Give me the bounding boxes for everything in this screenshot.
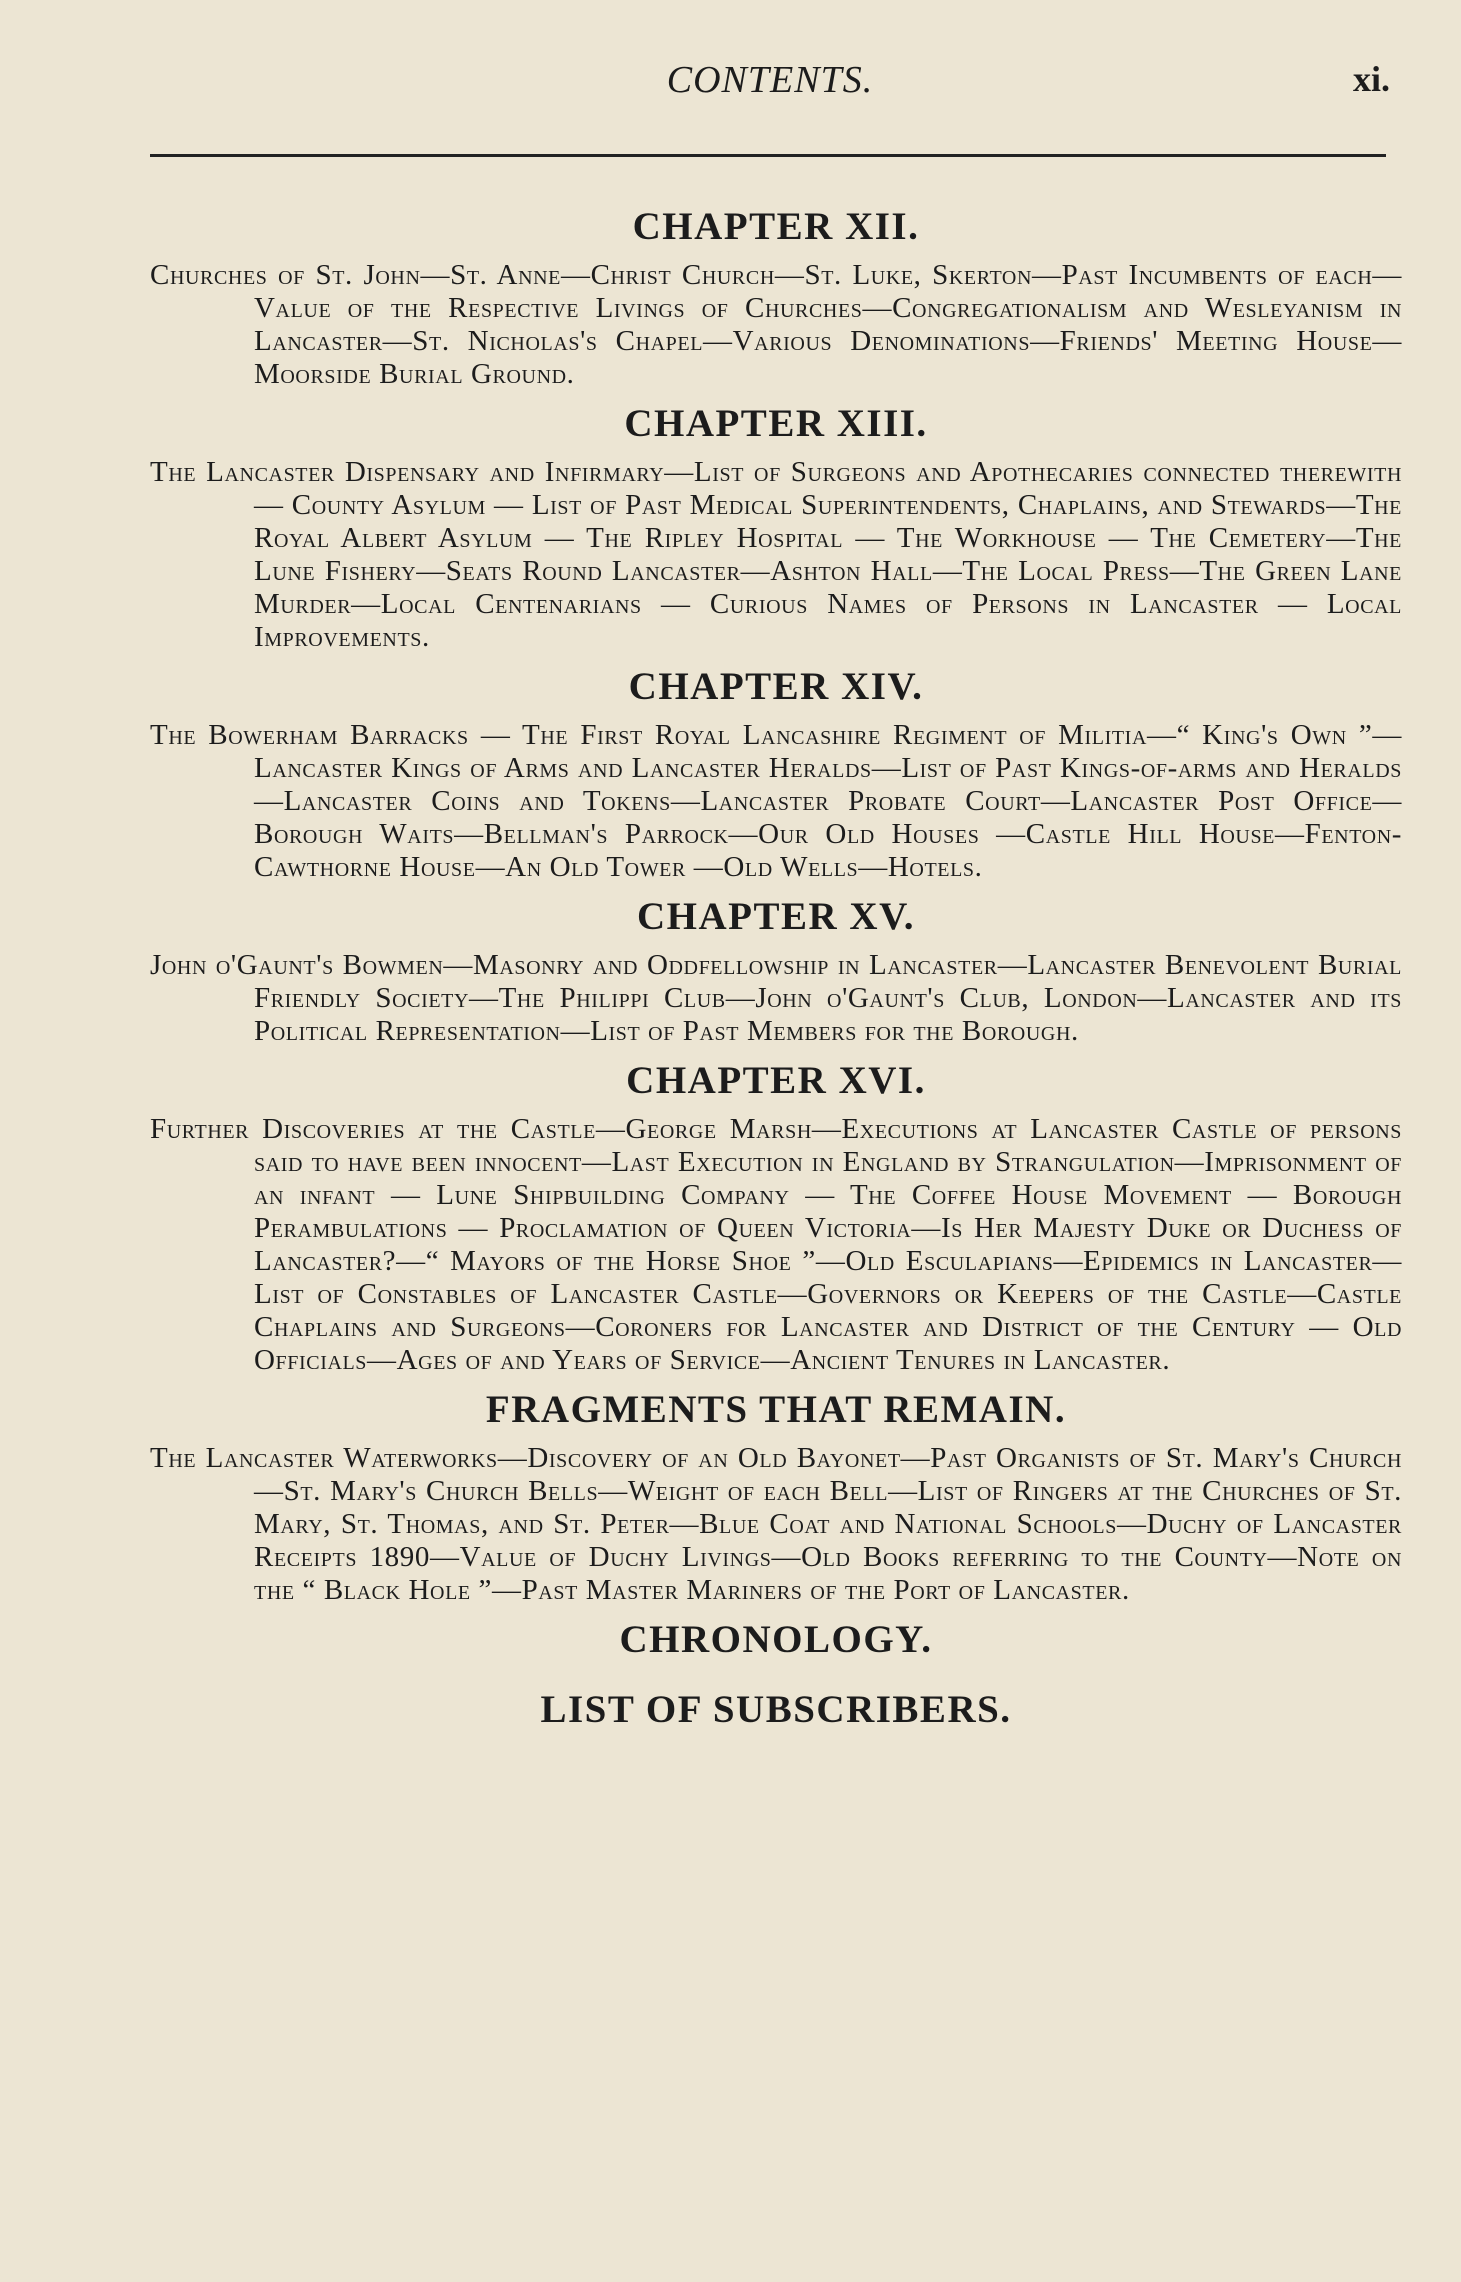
chapter-xiii-entry [150, 402, 1402, 654]
header-rule [150, 154, 1386, 157]
chapter-heading: LIST OF SUBSCRIBERS. [540, 1688, 1012, 1731]
chronology-entry [150, 1618, 1402, 1662]
chapter-summary: The Bowerham Barracks — The First Royal Lancashire Regiment of Militia—“ King's Own ”—Lancaster Kings of Arms and Lancaster Heralds—List of Past Kings-of-arms and Heralds—Lancaster Coins and Tokens—Lancaster Probate Court—Lancaster Post Office—Borough Waits—Bellman's Parrock—Our Old Houses —Castle Hill House—Fenton-Cawthorne House—An Old Tower —Old Wells—Hotels. [150, 719, 1402, 883]
chapter-heading: CHAPTER XV. [637, 895, 915, 938]
page-number: xi. [1352, 59, 1390, 99]
chapter-summary: The Lancaster Dispensary and Infirmary—List of Surgeons and Apothecaries connected therewith — County Asylum — List of Past Medical Superintendents, Chaplains, and Stewards—The Royal Albert Asylum — The Ripley Hospital — The Workhouse — The Cemetery—The Lune Fishery—Seats Round Lancaster—Ashton Hall—The Local Press—The Green Lane Murder—Local Centenarians — Curious Names of Persons in Lancaster — Local Improvements. [150, 456, 1402, 653]
running-head [150, 58, 1390, 108]
fragments-entry [150, 1388, 1402, 1607]
chapter-heading: CHAPTER XVI. [626, 1059, 926, 1102]
chapter-summary: John o'Gaunt's Bowmen—Masonry and Oddfellowship in Lancaster—Lancaster Benevolent Burial Friendly Society—The Philippi Club—John o'Gaunt's Club, London—Lancaster and its Political Representation—List of Past Members for the Borough. [150, 949, 1402, 1047]
chapter-xv-entry [150, 895, 1402, 1048]
chapter-heading: CHAPTER XII. [632, 205, 920, 248]
chapter-summary: Further Discoveries at the Castle—George Marsh—Executions at Lancaster Castle of persons said to have been innocent—Last Execution in England by Strangulation—Imprisonment of an infant — Lune Shipbuilding Company — The Coffee House Movement — Borough Perambulations — Proclamation of Queen Victoria—Is Her Majesty Duke or Duchess of Lancaster?—“ Mayors of the Horse Shoe ”—Old Esculapians—Epidemics in Lancaster—List of Constables of Lancaster Castle—Governors or Keepers of the Castle—Castle Chaplains and Surgeons—Coroners for Lancaster and District of the Century — Old Officials—Ages of and Years of Service—Ancient Tenures in Lancaster. [150, 1113, 1402, 1376]
subscribers-entry [150, 1688, 1402, 1732]
contents-list [150, 205, 1402, 1758]
page-title: CONTENTS. [666, 59, 874, 101]
chapter-heading: CHAPTER XIV. [628, 665, 924, 708]
chapter-summary: The Lancaster Waterworks—Discovery of an Old Bayonet—Past Organists of St. Mary's Church—St. Mary's Church Bells—Weight of each Bell—List of Ringers at the Churches of St. Mary, St. Thomas, and St. Peter—Blue Coat and National Schools—Duchy of Lancaster Receipts 1890—Value of Duchy Livings—Old Books referring to the County—Note on the “ Black Hole ”—Past Master Mariners of the Port of Lancaster. [150, 1442, 1402, 1606]
chapter-xiv-entry [150, 665, 1402, 884]
chapter-xii-entry [150, 205, 1402, 391]
chapter-summary: Churches of St. John—St. Anne—Christ Church—St. Luke, Skerton—Past Incumbents of each—Value of the Respective Livings of Churches—Congregationalism and Wesleyanism in Lancaster—St. Nicholas's Chapel—Various Denominations—Friends' Meeting House—Moorside Burial Ground. [150, 259, 1402, 390]
chapter-heading: CHRONOLOGY. [619, 1618, 933, 1661]
chapter-heading: FRAGMENTS THAT REMAIN. [485, 1388, 1067, 1431]
chapter-xvi-entry [150, 1059, 1402, 1377]
chapter-heading: CHAPTER XIII. [624, 402, 928, 445]
